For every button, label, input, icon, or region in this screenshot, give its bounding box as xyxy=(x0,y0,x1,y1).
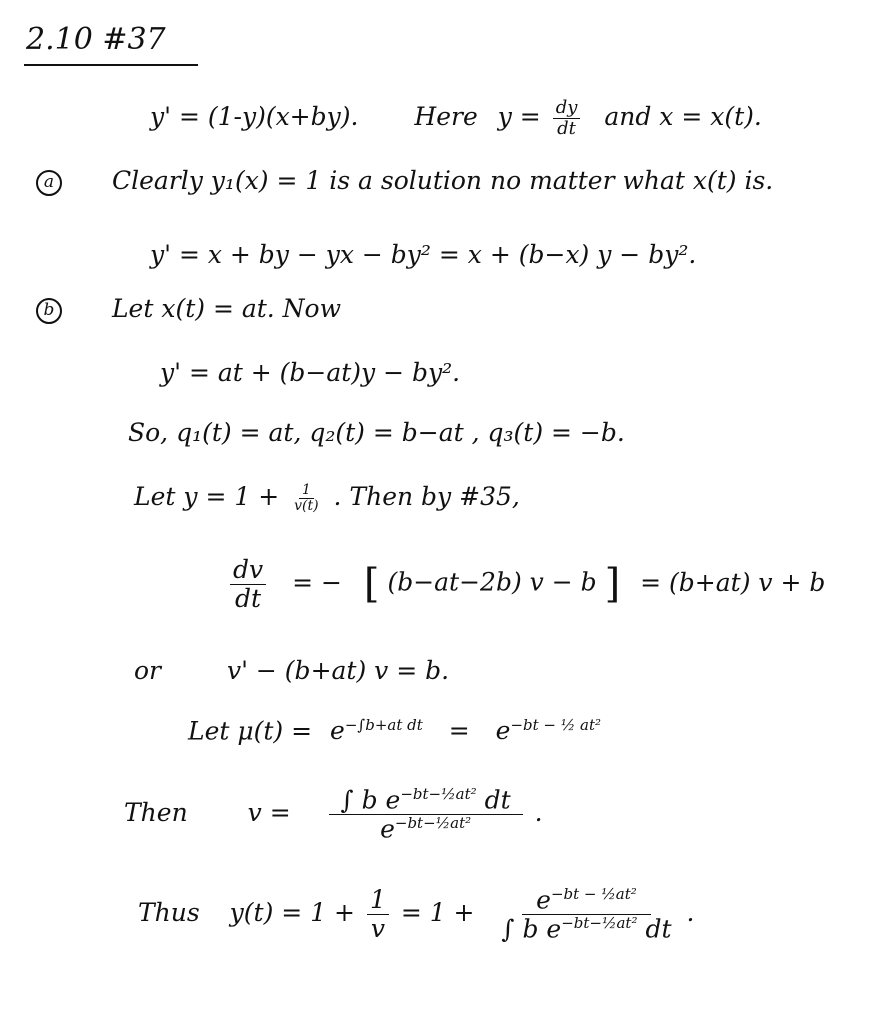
or-equation: v' − (b+at) v = b. xyxy=(226,656,450,685)
line-dv-dt xyxy=(226,556,825,612)
dy-numerator: dy xyxy=(553,98,581,119)
left-bracket: [ xyxy=(363,561,380,607)
v-num-integral: ∫ b e xyxy=(340,785,401,815)
and-x-text: and x = x(t). xyxy=(604,101,762,131)
final-fraction xyxy=(498,886,674,943)
mu-equals: = xyxy=(448,716,470,746)
v-den-exp: −bt−½at² xyxy=(394,813,472,832)
right-bracket: ] xyxy=(604,561,621,607)
expanded-equation: y' = x + by − yx − by² = x + (b−x) y − by². xyxy=(150,240,697,269)
line-mu xyxy=(188,716,601,745)
line-let-y xyxy=(134,482,520,514)
title-underline xyxy=(24,64,198,66)
line-main-equation xyxy=(150,98,762,139)
part-a-marker: a xyxy=(36,170,62,196)
mu-exp2: −bt − ½ at² xyxy=(510,716,602,734)
part-b-marker: b xyxy=(36,298,62,324)
dv-numerator: dv xyxy=(230,556,266,585)
final-den-exp: −bt−½at² xyxy=(561,913,638,932)
coefficients-line: So, q₁(t) = at, q₂(t) = b−at , q₃(t) = −b. xyxy=(128,418,625,447)
y-equals: y = xyxy=(497,101,541,131)
fraction-one: 1 xyxy=(299,483,314,499)
final-denominator xyxy=(498,915,674,943)
mu-e2: e xyxy=(495,716,511,746)
here-label: Here xyxy=(414,101,478,131)
line-or xyxy=(134,656,449,685)
main-equation: y' = (1-y)(x+by). xyxy=(150,101,359,131)
v-end: . xyxy=(534,797,543,827)
dy-dt-fraction xyxy=(553,98,581,139)
v-denominator xyxy=(377,815,474,843)
final-num-exp: −bt − ½at² xyxy=(550,885,637,903)
thus-label: Thus xyxy=(138,897,200,927)
dv-rhs-prefix: = − xyxy=(292,567,342,597)
v-num-exp: −bt−½at² xyxy=(400,785,477,803)
bracket-contents: (b−at−2b) v − b xyxy=(387,567,597,597)
or-label: or xyxy=(134,656,162,685)
final-den-integral: ∫ b e xyxy=(501,914,562,944)
thus-yt: y(t) = 1 + xyxy=(229,897,355,927)
line-thus xyxy=(138,886,694,943)
page-title: 2.10 #37 xyxy=(26,22,166,57)
line-part-b xyxy=(36,294,341,324)
final-num-e: e xyxy=(536,885,551,915)
thus-end: . xyxy=(686,897,695,927)
mu-def: Let μ(t) = xyxy=(188,716,313,746)
fraction-vt: v(t) xyxy=(294,498,319,514)
line-then-v xyxy=(124,786,543,843)
substituted-equation: y' = at + (b−at)y − by². xyxy=(160,358,461,387)
line-part-a xyxy=(36,166,773,196)
let-y-text: Let y = 1 + xyxy=(134,482,280,511)
v-equals: v = xyxy=(247,797,291,827)
one-over-v-fraction xyxy=(291,483,321,515)
dv-dt-fraction xyxy=(230,556,266,612)
one-over-v xyxy=(367,886,389,942)
part-b-text: Let x(t) = at. Now xyxy=(111,294,342,323)
thus-eq-one-plus: = 1 + xyxy=(400,897,475,927)
dt-denominator: dt xyxy=(557,117,576,139)
v-fraction xyxy=(329,786,523,843)
v-numerator xyxy=(329,786,523,815)
final-numerator xyxy=(522,886,651,915)
then-35-text: . Then by #35, xyxy=(333,482,520,511)
one-over-v-den: v xyxy=(370,913,385,943)
mu-exp1: −∫b+at dt xyxy=(344,716,423,734)
dt-denominator-2: dt xyxy=(235,583,262,613)
dv-rhs-suffix: = (b+at) v + b xyxy=(640,567,826,597)
v-den-e: e xyxy=(380,814,395,844)
mu-e1: e xyxy=(330,716,345,746)
final-den-dt: dt xyxy=(645,914,672,944)
then-label: Then xyxy=(124,797,188,827)
v-num-dt: dt xyxy=(484,785,511,815)
one-over-v-num: 1 xyxy=(367,886,389,915)
part-a-text: Clearly y₁(x) = 1 is a solution no matter what x(t) is. xyxy=(111,166,774,195)
